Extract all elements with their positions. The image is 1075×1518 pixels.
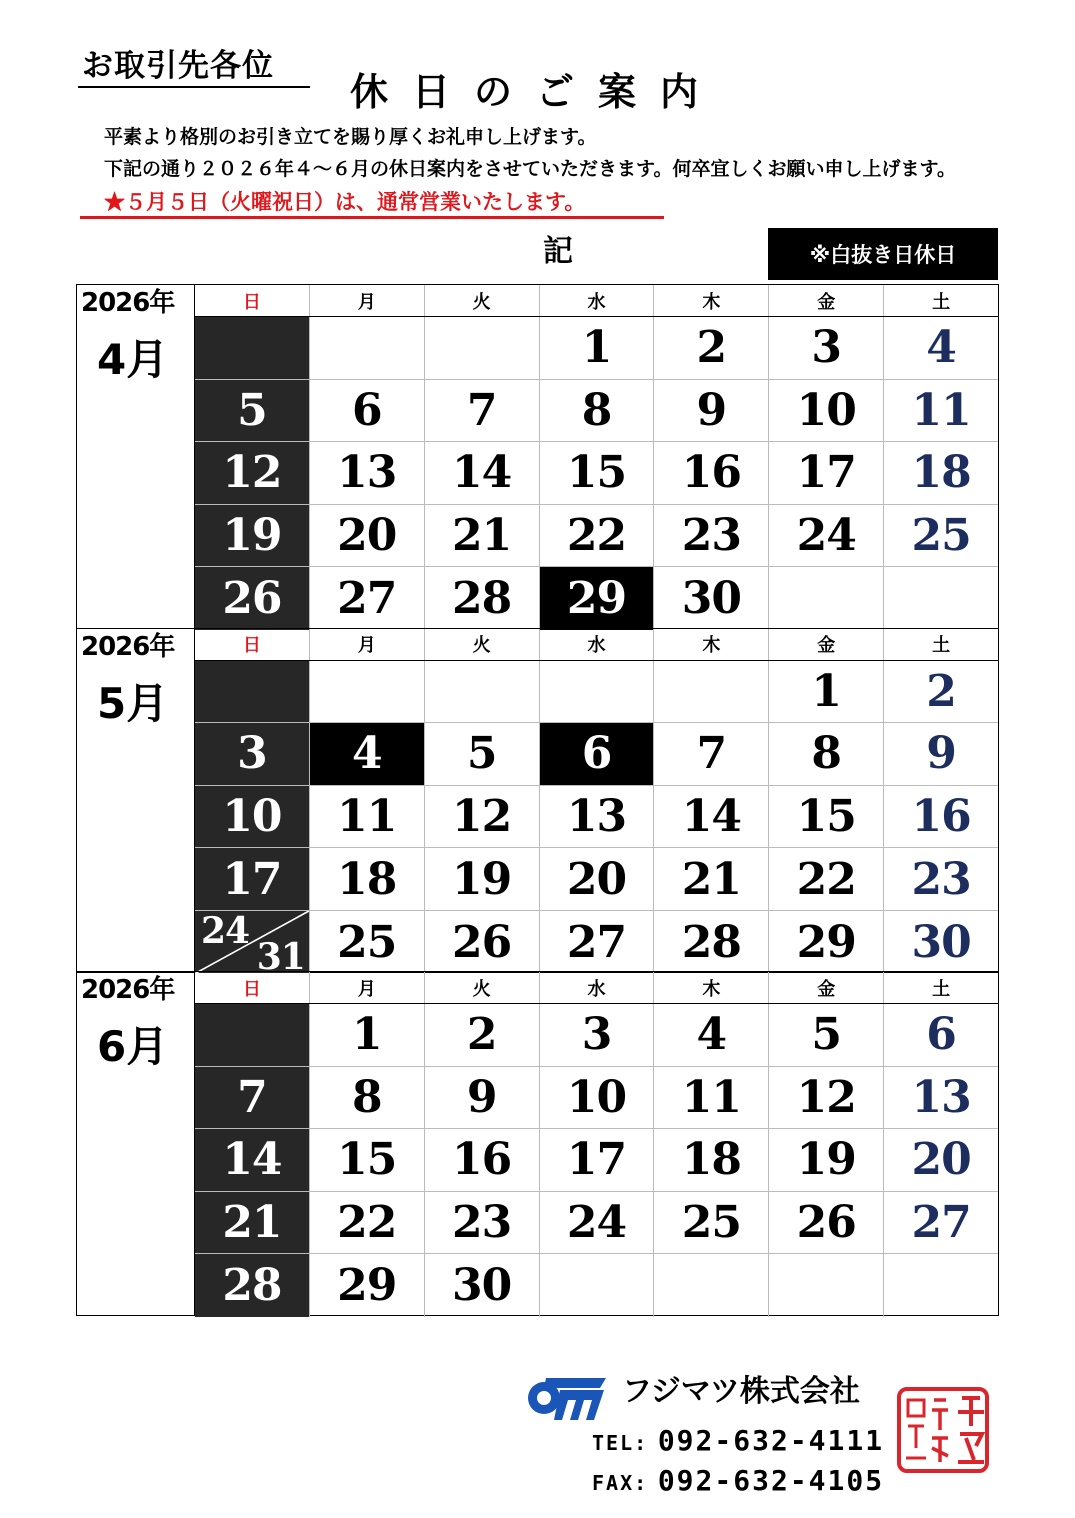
day-cell: 18 bbox=[309, 848, 424, 910]
week-row bbox=[195, 380, 998, 443]
day-cell: 22 bbox=[539, 505, 654, 567]
weekday-header: 水 bbox=[539, 629, 654, 660]
weekday-header: 火 bbox=[424, 972, 539, 1003]
weekday-header: 金 bbox=[768, 285, 883, 316]
day-cell: 19 bbox=[424, 848, 539, 910]
weekday-header: 土 bbox=[883, 629, 998, 660]
day-cell: 30 bbox=[424, 1254, 539, 1317]
company-seal-icon bbox=[896, 1386, 990, 1474]
day-cell: 9 bbox=[653, 380, 768, 442]
day-cell: 15 bbox=[768, 786, 883, 848]
day-cell: 7 bbox=[424, 380, 539, 442]
year-label: 2026年 bbox=[81, 631, 175, 662]
day-cell bbox=[653, 661, 768, 723]
day-cell: 6 bbox=[883, 1004, 998, 1066]
day-cell: 19 bbox=[768, 1129, 883, 1191]
tel-line bbox=[592, 1424, 884, 1462]
weekday-header: 月 bbox=[309, 285, 424, 316]
day-cell: 30 bbox=[883, 911, 998, 974]
day-cell: 17 bbox=[768, 442, 883, 504]
day-cell: 26 bbox=[424, 911, 539, 974]
month-block bbox=[76, 971, 999, 1316]
calendar-grid bbox=[195, 285, 998, 628]
day-cell: 23 bbox=[653, 505, 768, 567]
weekday-header: 木 bbox=[653, 972, 768, 1003]
weekday-header: 水 bbox=[539, 285, 654, 316]
day-cell: 16 bbox=[424, 1129, 539, 1191]
day-cell: 28 bbox=[653, 911, 768, 974]
tel-label: TEL: bbox=[592, 1431, 649, 1455]
page-title: 休日のご案内 bbox=[350, 69, 723, 114]
week-row bbox=[195, 505, 998, 568]
month-block bbox=[76, 628, 999, 979]
calendar-grid bbox=[195, 629, 998, 979]
day-cell: 25 bbox=[883, 505, 998, 567]
month-block bbox=[76, 284, 999, 629]
week-row bbox=[195, 909, 998, 979]
week-row bbox=[195, 567, 998, 630]
weekday-header: 木 bbox=[653, 629, 768, 660]
day-cell bbox=[195, 1004, 309, 1066]
day-cell: 28 bbox=[195, 1254, 309, 1317]
weekday-header: 火 bbox=[424, 629, 539, 660]
day-cell: 27 bbox=[309, 567, 424, 630]
day-cell: 22 bbox=[309, 1192, 424, 1254]
day-cell: 5 bbox=[768, 1004, 883, 1066]
month-label-column bbox=[77, 629, 195, 972]
day-cell: 24 bbox=[539, 1192, 654, 1254]
day-cell: 10 bbox=[195, 786, 309, 848]
day-cell: 14 bbox=[195, 1129, 309, 1191]
day-cell: 17 bbox=[539, 1129, 654, 1191]
day-cell bbox=[195, 661, 309, 723]
holiday-legend: ※白抜き日休日 bbox=[768, 228, 998, 280]
day-cell bbox=[768, 567, 883, 630]
week-row bbox=[195, 1067, 998, 1130]
day-cell: 1 bbox=[309, 1004, 424, 1066]
day-cell: 4 bbox=[653, 1004, 768, 1066]
day-cell: 23 bbox=[424, 1192, 539, 1254]
day-cell: 6 bbox=[309, 380, 424, 442]
day-cell bbox=[309, 661, 424, 723]
day-cell: 24 bbox=[768, 505, 883, 567]
company-logo-icon bbox=[524, 1370, 608, 1422]
day-cell: 8 bbox=[309, 1067, 424, 1129]
weekday-header: 金 bbox=[768, 972, 883, 1003]
day-cell: 8 bbox=[539, 380, 654, 442]
ki-marker: 記 bbox=[543, 234, 573, 269]
day-cell bbox=[424, 661, 539, 723]
week-row bbox=[195, 1129, 998, 1192]
day-cell: 29 bbox=[309, 1254, 424, 1317]
fax-number: 092-632-4105 bbox=[657, 1464, 885, 1497]
day-cell: 17 bbox=[195, 848, 309, 910]
month-label: 4月 bbox=[97, 335, 169, 384]
day-cell: 13 bbox=[883, 1067, 998, 1129]
weekday-header: 土 bbox=[883, 972, 998, 1003]
day-cell bbox=[883, 567, 998, 630]
day-cell: 1 bbox=[539, 317, 654, 379]
day-cell: 2 bbox=[883, 661, 998, 723]
day-cell: 4 bbox=[309, 723, 424, 785]
weekday-header: 土 bbox=[883, 285, 998, 316]
day-cell bbox=[539, 661, 654, 723]
day-cell: 9 bbox=[424, 1067, 539, 1129]
split-day-second: 31 bbox=[256, 936, 305, 979]
fax-line bbox=[592, 1464, 884, 1502]
year-label: 2026年 bbox=[81, 975, 175, 1005]
day-cell: 29 bbox=[539, 567, 654, 630]
weekday-header: 木 bbox=[653, 285, 768, 316]
day-cell: 11 bbox=[883, 380, 998, 442]
month-label-column bbox=[77, 972, 195, 1315]
weekday-header: 金 bbox=[768, 629, 883, 660]
day-cell: 9 bbox=[883, 723, 998, 785]
day-cell: 3 bbox=[195, 723, 309, 785]
special-notice: ★５月５日（火曜祝日）は、通常営業いたします。 bbox=[80, 188, 664, 219]
day-cell: 6 bbox=[539, 723, 654, 785]
day-cell: 15 bbox=[539, 442, 654, 504]
calendar-area bbox=[76, 284, 999, 1316]
day-cell: 19 bbox=[195, 505, 309, 567]
tel-number: 092-632-4111 bbox=[657, 1424, 885, 1457]
day-cell: 3 bbox=[539, 1004, 654, 1066]
day-cell: 8 bbox=[768, 723, 883, 785]
day-cell bbox=[195, 909, 309, 979]
year-label: 2026年 bbox=[81, 288, 175, 318]
day-cell: 21 bbox=[424, 505, 539, 567]
day-cell: 13 bbox=[539, 786, 654, 848]
day-cell: 11 bbox=[653, 1067, 768, 1129]
day-cell bbox=[195, 317, 309, 379]
day-cell: 7 bbox=[653, 723, 768, 785]
day-cell: 20 bbox=[883, 1129, 998, 1191]
weekday-header: 火 bbox=[424, 285, 539, 316]
day-cell: 21 bbox=[195, 1192, 309, 1254]
day-cell bbox=[768, 1254, 883, 1317]
day-cell: 12 bbox=[768, 1067, 883, 1129]
recipient-heading: お取引先各位 bbox=[78, 46, 310, 88]
weekday-header: 日 bbox=[242, 978, 261, 1000]
day-cell: 7 bbox=[195, 1067, 309, 1129]
split-day-first: 24 bbox=[201, 909, 250, 952]
day-cell: 20 bbox=[309, 505, 424, 567]
weekday-header: 水 bbox=[539, 972, 654, 1003]
weekday-header-row bbox=[195, 972, 998, 1004]
weekday-header-row bbox=[195, 285, 998, 317]
day-cell bbox=[309, 317, 424, 379]
day-cell: 16 bbox=[653, 442, 768, 504]
weekday-header: 日 bbox=[242, 291, 261, 313]
day-cell: 2 bbox=[653, 317, 768, 379]
day-cell: 2 bbox=[424, 1004, 539, 1066]
greeting-line-1: 平素より格別のお引き立てを賜り厚くお礼申し上げます。 bbox=[104, 126, 597, 148]
week-row bbox=[195, 786, 998, 849]
day-cell: 5 bbox=[195, 380, 309, 442]
month-label-column bbox=[77, 285, 195, 628]
week-row bbox=[195, 1192, 998, 1255]
day-cell: 13 bbox=[309, 442, 424, 504]
week-row bbox=[195, 1004, 998, 1067]
day-cell: 10 bbox=[768, 380, 883, 442]
day-cell bbox=[883, 1254, 998, 1317]
day-cell: 27 bbox=[883, 1192, 998, 1254]
week-row bbox=[195, 723, 998, 786]
day-cell: 18 bbox=[883, 442, 998, 504]
greeting-line-2: 下記の通り２０２６年４～６月の休日案内をさせていただきます。何卒宜しくお願い申し上げます。 bbox=[104, 158, 956, 180]
day-cell bbox=[424, 317, 539, 379]
week-row bbox=[195, 317, 998, 380]
day-cell: 1 bbox=[768, 661, 883, 723]
day-cell: 18 bbox=[653, 1129, 768, 1191]
day-cell: 12 bbox=[195, 442, 309, 504]
day-cell: 10 bbox=[539, 1067, 654, 1129]
day-cell: 20 bbox=[539, 848, 654, 910]
weekday-header-row bbox=[195, 629, 998, 661]
day-cell: 26 bbox=[195, 567, 309, 630]
fax-label: FAX: bbox=[592, 1471, 649, 1495]
split-day-cell bbox=[195, 909, 309, 979]
day-cell: 21 bbox=[653, 848, 768, 910]
week-row bbox=[195, 1254, 998, 1317]
day-cell: 5 bbox=[424, 723, 539, 785]
calendar-grid bbox=[195, 972, 998, 1315]
day-cell: 3 bbox=[768, 317, 883, 379]
weekday-header: 月 bbox=[309, 972, 424, 1003]
day-cell: 30 bbox=[653, 567, 768, 630]
weekday-header: 日 bbox=[242, 635, 261, 656]
day-cell: 16 bbox=[883, 786, 998, 848]
day-cell: 22 bbox=[768, 848, 883, 910]
day-cell bbox=[539, 1254, 654, 1317]
week-row bbox=[195, 848, 998, 911]
company-name: フジマツ株式会社 bbox=[622, 1374, 860, 1409]
day-cell: 12 bbox=[424, 786, 539, 848]
day-cell: 26 bbox=[768, 1192, 883, 1254]
day-cell: 14 bbox=[653, 786, 768, 848]
day-cell: 28 bbox=[424, 567, 539, 630]
weekday-header: 月 bbox=[309, 629, 424, 660]
day-cell: 25 bbox=[653, 1192, 768, 1254]
day-cell: 27 bbox=[539, 911, 654, 974]
day-cell: 25 bbox=[309, 911, 424, 974]
month-label: 6月 bbox=[97, 1022, 169, 1071]
day-cell: 15 bbox=[309, 1129, 424, 1191]
day-cell: 11 bbox=[309, 786, 424, 848]
week-row bbox=[195, 661, 998, 724]
week-row bbox=[195, 442, 998, 505]
day-cell bbox=[653, 1254, 768, 1317]
month-label: 5月 bbox=[97, 678, 169, 728]
day-cell: 29 bbox=[768, 911, 883, 974]
day-cell: 4 bbox=[883, 317, 998, 379]
day-cell: 23 bbox=[883, 848, 998, 910]
day-cell: 14 bbox=[424, 442, 539, 504]
